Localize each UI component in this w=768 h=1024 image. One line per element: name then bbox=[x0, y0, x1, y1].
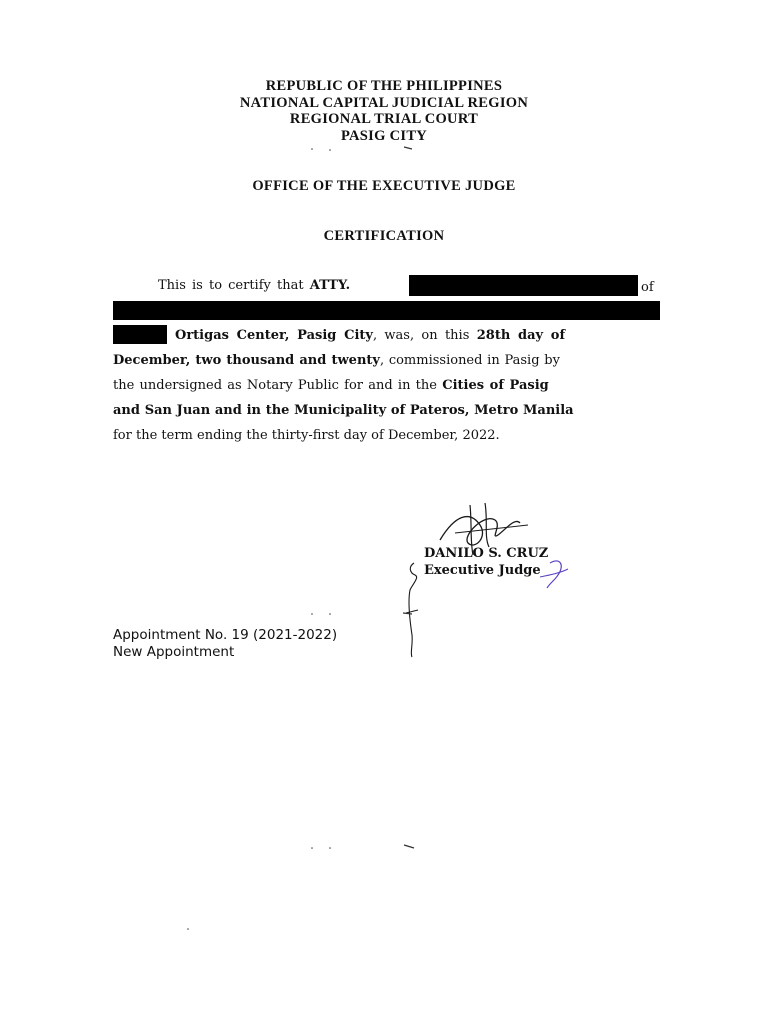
body-line-3 bbox=[175, 327, 565, 345]
office-title: OFFICE OF THE EXECUTIVE JUDGE bbox=[252, 178, 516, 194]
header-city: PASIG CITY bbox=[340, 127, 428, 144]
certification-title: CERTIFICATION bbox=[323, 228, 445, 244]
handwritten-signature bbox=[400, 495, 580, 665]
signatory-name: DANILO S. CRUZ bbox=[424, 546, 549, 561]
redacted-address-part bbox=[113, 325, 167, 344]
court-header bbox=[0, 78, 768, 144]
undersigned-text: the undersigned as Notary Public for and in the bbox=[113, 378, 443, 393]
of-text: of bbox=[641, 280, 654, 295]
certify-text: This is to certify that bbox=[158, 278, 310, 293]
appointment-type: New Appointment bbox=[113, 644, 235, 660]
appointment-block bbox=[113, 627, 337, 661]
body-line-4 bbox=[113, 352, 560, 370]
body-line-1 bbox=[158, 277, 350, 295]
ortigas-text: Ortigas Center, Pasig City bbox=[175, 328, 373, 343]
commissioned-text: , commissioned in Pasig by bbox=[379, 353, 560, 368]
cities-text: Cities of Pasig bbox=[442, 378, 549, 393]
body-line-7: for the term ending the thirty-first day of December, 2022. bbox=[113, 428, 500, 443]
date-text-start: 28th day of bbox=[476, 328, 566, 343]
redacted-name bbox=[409, 275, 638, 296]
header-region: NATIONAL CAPITAL JUDICIAL REGION bbox=[239, 94, 529, 111]
header-republic: REPUBLIC OF THE PHILIPPINES bbox=[265, 78, 503, 94]
atty-label: ATTY. bbox=[309, 278, 351, 293]
redacted-address bbox=[113, 301, 660, 320]
header-court: REGIONAL TRIAL COURT bbox=[289, 111, 479, 127]
signatory-title: Executive Judge bbox=[424, 563, 541, 578]
body-line-6: and San Juan and in the Municipality of Pateros, Metro Manila bbox=[113, 403, 574, 418]
body-line-5 bbox=[113, 377, 549, 395]
was-text: , was, on this bbox=[372, 328, 477, 343]
date-text-end: December, two thousand and twenty bbox=[113, 353, 380, 368]
appointment-number: Appointment No. 19 (2021-2022) bbox=[113, 627, 338, 643]
